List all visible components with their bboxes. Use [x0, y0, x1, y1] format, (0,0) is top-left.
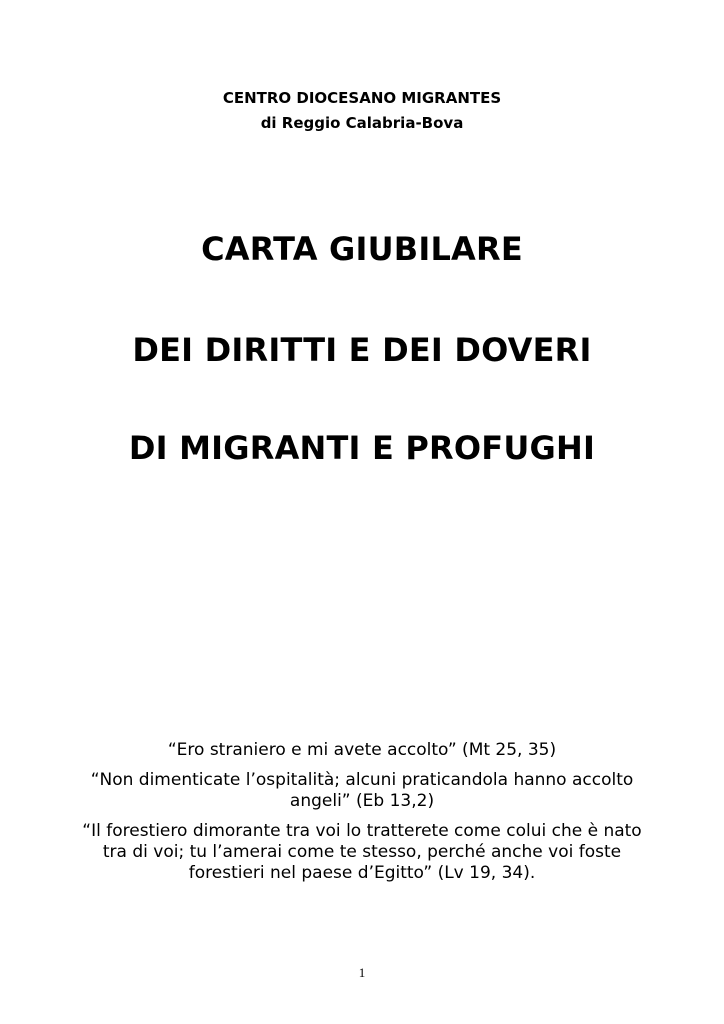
- scripture-quotes: [70, 740, 654, 893]
- quote-matthew: “Ero straniero e mi avete accolto” (Mt 25, 35): [167, 740, 557, 760]
- quote-leviticus: “Il forestiero dimorante tra voi lo tratterete come colui che è nato tra di voi; tu l’amerai come te stesso, perché anche voi foste forestieri nel paese d’Egitto” (Lv 19, 34).: [82, 821, 642, 883]
- title-line-1: CARTA GIUBILARE: [201, 230, 523, 268]
- title-line-3: DI MIGRANTI E PROFUGHI: [128, 429, 596, 467]
- document-header: [0, 86, 724, 136]
- quote-hebrews: “Non dimenticate l’ospitalità; alcuni praticandola hanno accolto angeli” (Eb 13,2): [90, 770, 634, 811]
- title-line-2: DEI DIRITTI E DEI DOVERI: [132, 331, 592, 369]
- organization-location: di Reggio Calabria-Bova: [260, 114, 464, 132]
- page-number: 1: [358, 965, 366, 980]
- organization-name: CENTRO DIOCESANO MIGRANTES: [222, 89, 502, 107]
